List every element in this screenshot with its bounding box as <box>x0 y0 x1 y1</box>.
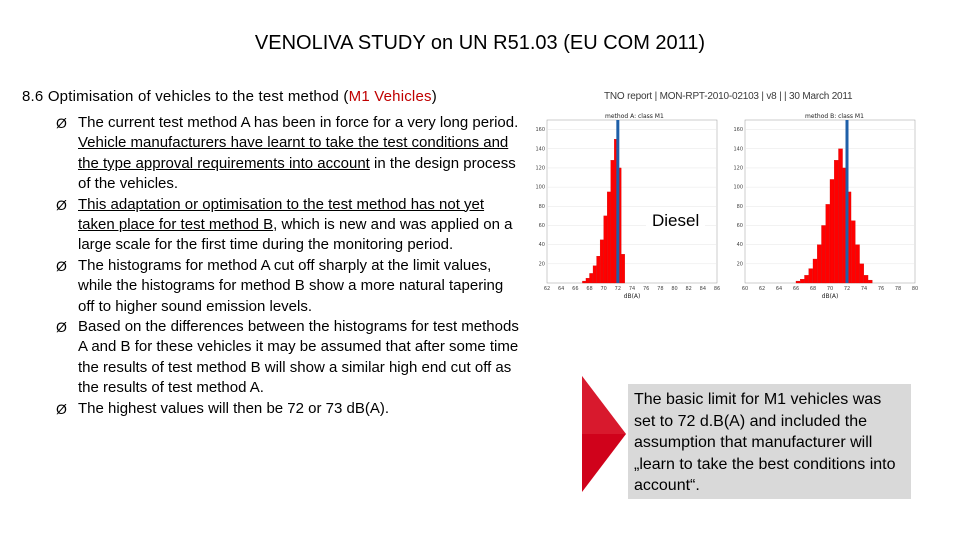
bullet-2-underlined: This adaptation or optimisation to the test method has not yet taken place for test method B <box>78 195 485 234</box>
y-tick-label: 80 <box>736 203 743 210</box>
y-tick-label: 60 <box>538 222 545 229</box>
x-tick-label: 70 <box>600 286 607 292</box>
bullet-list <box>56 113 522 419</box>
bullet-item-4 <box>56 317 522 399</box>
x-tick-label: 74 <box>860 286 868 292</box>
section-heading <box>22 88 437 105</box>
y-tick-label: 40 <box>736 242 743 249</box>
x-tick-label: 66 <box>572 286 579 292</box>
histogram-bar <box>586 278 589 283</box>
arrow-bullet-icon: Ø <box>56 400 67 417</box>
histogram-bar <box>621 254 624 283</box>
bullet-5-text: The highest values will then be 72 or 73 dB(A). <box>78 399 390 417</box>
histogram-bar <box>830 179 834 283</box>
y-tick-label: 120 <box>733 165 743 172</box>
histogram-bar <box>600 240 603 283</box>
y-tick-label: 100 <box>535 184 545 191</box>
x-tick-label: 62 <box>758 286 766 292</box>
x-tick-label: 80 <box>911 286 919 292</box>
histogram-bar <box>851 221 855 283</box>
bullet-item-5 <box>56 399 522 419</box>
section-heading-suffix: ) <box>431 88 437 105</box>
histogram-bar <box>611 160 614 283</box>
y-tick-label: 120 <box>535 165 545 172</box>
x-tick-label: 66 <box>792 286 800 292</box>
arrow-bullet-icon: Ø <box>56 196 67 213</box>
y-tick-label: 20 <box>736 261 743 268</box>
histogram-bar <box>607 192 610 283</box>
y-tick-label: 160 <box>535 127 545 134</box>
bullet-3-text: The histograms for method A cut off sharply at the limit values, while the histograms for method B show a more natural tapering off to higher sound emission levels. <box>78 256 504 315</box>
x-tick-label: 78 <box>657 286 664 292</box>
x-tick-label: 76 <box>642 286 650 292</box>
histogram-bar <box>813 259 817 283</box>
y-tick-label: 160 <box>733 127 743 134</box>
x-tick-label: 74 <box>628 286 636 292</box>
bullet-item-1 <box>56 113 522 195</box>
y-tick-label: 40 <box>538 242 545 249</box>
x-tick-label: 68 <box>586 286 593 292</box>
histogram-bar <box>839 149 843 283</box>
histogram-bar <box>805 275 809 283</box>
x-tick-label: 72 <box>614 286 622 292</box>
histogram-bar <box>856 245 860 283</box>
histogram-bar <box>590 273 593 283</box>
x-tick-label: 72 <box>843 286 851 292</box>
x-axis-label: dB(A) <box>623 293 641 300</box>
bullet-1-underlined: Vehicle manufacturers have learnt to take the test conditions and the type approval requirements into account <box>78 134 509 172</box>
y-tick-label: 100 <box>733 184 743 191</box>
bullet-item-3 <box>56 256 522 317</box>
histogram-bar <box>604 216 607 283</box>
histogram-bar <box>796 281 800 283</box>
histogram-bar <box>834 160 838 283</box>
report-reference: TNO report | MON-RPT-2010-02103 | v8 | | 30 March 2011 <box>604 91 853 102</box>
arrow-bullet-icon: Ø <box>56 257 67 274</box>
x-tick-label: 82 <box>685 286 692 292</box>
chart-title: method A: class M1 <box>605 113 664 120</box>
x-tick-label: 76 <box>877 286 885 292</box>
y-tick-label: 140 <box>733 146 743 153</box>
histogram-bar <box>582 281 585 283</box>
histogram-bar <box>868 280 872 283</box>
arrow-bullet-icon: Ø <box>56 115 67 131</box>
slide-title: VENOLIVA STUDY on UN R51.03 (EU COM 2011) <box>254 32 706 54</box>
histogram-bar <box>864 275 868 283</box>
histogram-bar <box>597 256 600 283</box>
plot-frame <box>547 120 717 283</box>
x-axis-label: dB(A) <box>821 293 839 300</box>
histogram-figure <box>535 108 930 303</box>
x-tick-label: 78 <box>894 286 902 292</box>
x-tick-label: 60 <box>741 286 749 292</box>
diesel-label: Diesel <box>646 208 705 234</box>
y-tick-label: 80 <box>538 203 545 210</box>
y-tick-label: 140 <box>535 146 545 153</box>
histogram-bar <box>593 266 596 283</box>
histogram-bar <box>826 204 830 283</box>
x-tick-label: 68 <box>809 286 817 292</box>
bullet-1-text: The current test method A has been in force for a very long period. <box>78 114 519 131</box>
x-tick-label: 64 <box>557 286 565 292</box>
pointer-arrow-icon <box>582 376 626 492</box>
bullet-2-text: , which is new and was applied on a large scale for the first time during the monitoring period. <box>78 216 513 254</box>
y-tick-label: 60 <box>736 222 743 229</box>
chart-title: method B: class M1 <box>805 113 864 120</box>
bullet-1-text-end: in the design process of the vehicles. <box>78 154 516 193</box>
x-tick-label: 86 <box>713 286 721 292</box>
y-tick-label: 20 <box>538 261 545 268</box>
section-heading-highlight: M1 Vehicles <box>348 88 432 105</box>
histogram-bar <box>809 269 813 283</box>
x-tick-label: 62 <box>543 286 551 292</box>
histogram-bar <box>800 279 804 283</box>
bullet-4-text: Based on the differences between the histograms for test methods A and B for these vehicles it may be assumed that after some time the results of test method B will show a similar high end cut off as the results of test method A. <box>78 318 519 397</box>
histogram-bar <box>860 264 864 283</box>
arrow-bullet-icon: Ø <box>56 319 67 336</box>
x-tick-label: 80 <box>671 286 678 292</box>
section-heading-prefix: 8.6 Optimisation of vehicles to the test method ( <box>22 88 349 105</box>
x-tick-label: 64 <box>775 286 783 292</box>
histogram-bar <box>817 245 821 283</box>
x-tick-label: 70 <box>826 286 834 292</box>
note-box: The basic limit for M1 vehicles was set to 72 d.B(A) and included the assumption that manufacturer will „learn to take the best conditions into account“. <box>628 384 911 499</box>
histogram-bar <box>822 225 826 283</box>
bullet-item-2 <box>56 195 522 256</box>
x-tick-label: 84 <box>699 286 707 292</box>
